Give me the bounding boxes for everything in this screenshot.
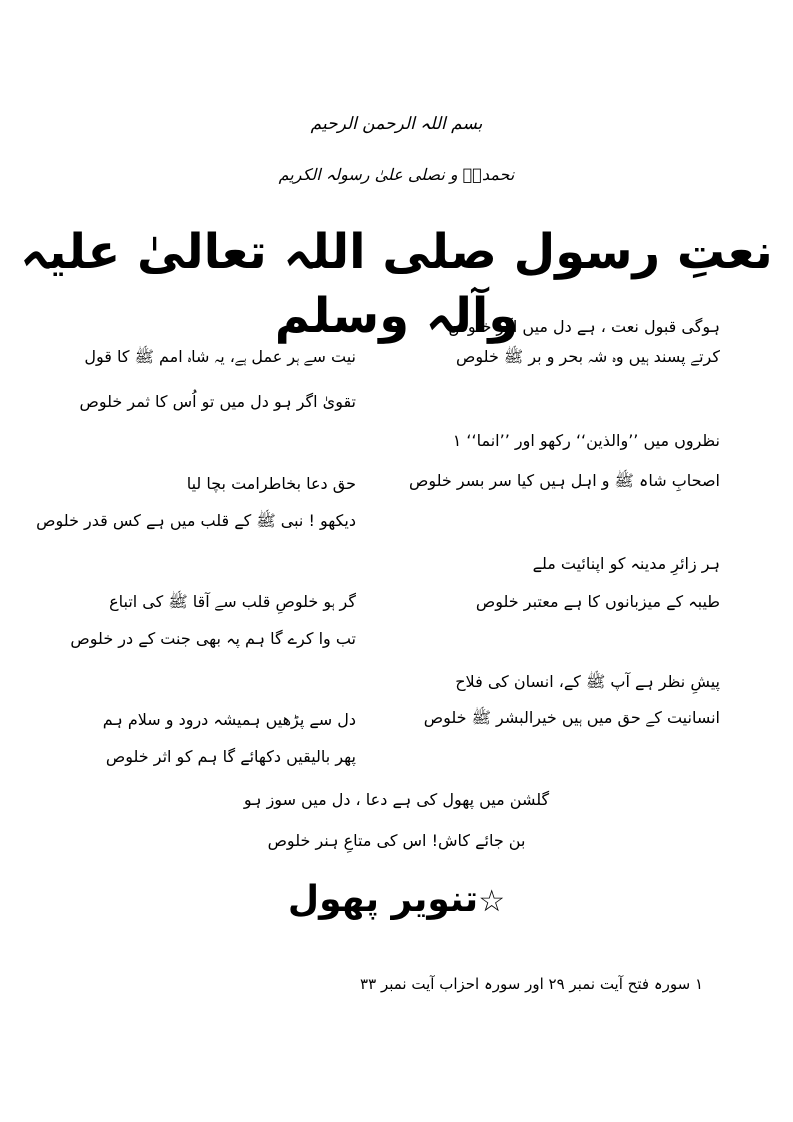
footnote: ۱ سورہ فتح آیت نمبر ۲۹ اور سورہ احزاب آیت نمبر ۳۳ (360, 975, 703, 993)
verse-s1-r2: کرتے پسند ہیں وہ شہ بحر و بر ﷺ خلوص (456, 347, 720, 366)
verse-s3-r1: ہر زائرِ مدینہ کو اپنائیت ملے (532, 554, 720, 573)
page-title: نعتِ رسول صلی اللہ تعالیٰ علیہ وآلہ وسلم (20, 224, 773, 344)
star-icon: ☆ (478, 884, 506, 919)
verse-s3-l1: گر ہو خلوصِ قلب سے آقا ﷺ کی اتباع (109, 592, 356, 611)
verse-s4-l1: دل سے پڑھیں ہمیشہ درود و سلام ہم (102, 710, 356, 729)
verse-s1-l1: نیت سے ہر عمل ہے، یہ شاہ امم ﷺ کا قول (84, 347, 356, 366)
poet-name: تنویر پھول (287, 879, 479, 920)
verse-s2-l2: دیکھو ! نبی ﷺ کے قلب میں ہے کس قدر خلوص (36, 511, 356, 530)
verse-s4-l2: پھر بالیقیں دکھائے گا ہم کو اثر خلوص (105, 747, 356, 766)
verse-s3-l2: تب وا کرے گا ہم پہ بھی جنت کے در خلوص (70, 629, 356, 648)
verse-s4-r1: پیشِ نظر ہے آپ ﷺ کے، انسان کی فلاح (455, 672, 720, 691)
final-verse-1: گلشن میں پھول کی ہے دعا ، دل میں سوز ہو (243, 790, 550, 809)
verse-s2-r1: نظروں میں ’’والذین‘‘ رکھو اور ’’انما‘‘ ۱ (452, 431, 720, 450)
hamd-line: نحمدہٗ و نصلی علیٰ رسولہ الکریم (278, 165, 515, 184)
verse-s2-l1: حق دعا بخاطرامت بچا لیا (186, 474, 356, 493)
verse-s2-r2: اصحابِ شاہ ﷺ و اہل ہیں کیا سر بسر خلوص (408, 471, 720, 490)
bismillah: بسم اللہ الرحمن الرحیم (310, 114, 483, 134)
final-verse-2: بن جائے کاش! اس کی متاعِ ہنر خلوص (267, 831, 526, 850)
poet-signature (0, 876, 793, 926)
verse-s1-r1: ہوگی قبول نعت ، ہے دل میں اگر خلوص (448, 317, 720, 336)
verse-s4-r2: انسانیت کے حق میں ہیں خیرالبشر ﷺ خلوص (423, 708, 720, 727)
verse-s1-l2: تقویٰ اگر ہو دل میں تو اُس کا ثمر خلوص (79, 392, 356, 411)
verse-s3-r2: طیبہ کے میزبانوں کا ہے معتبر خلوص (475, 592, 720, 611)
